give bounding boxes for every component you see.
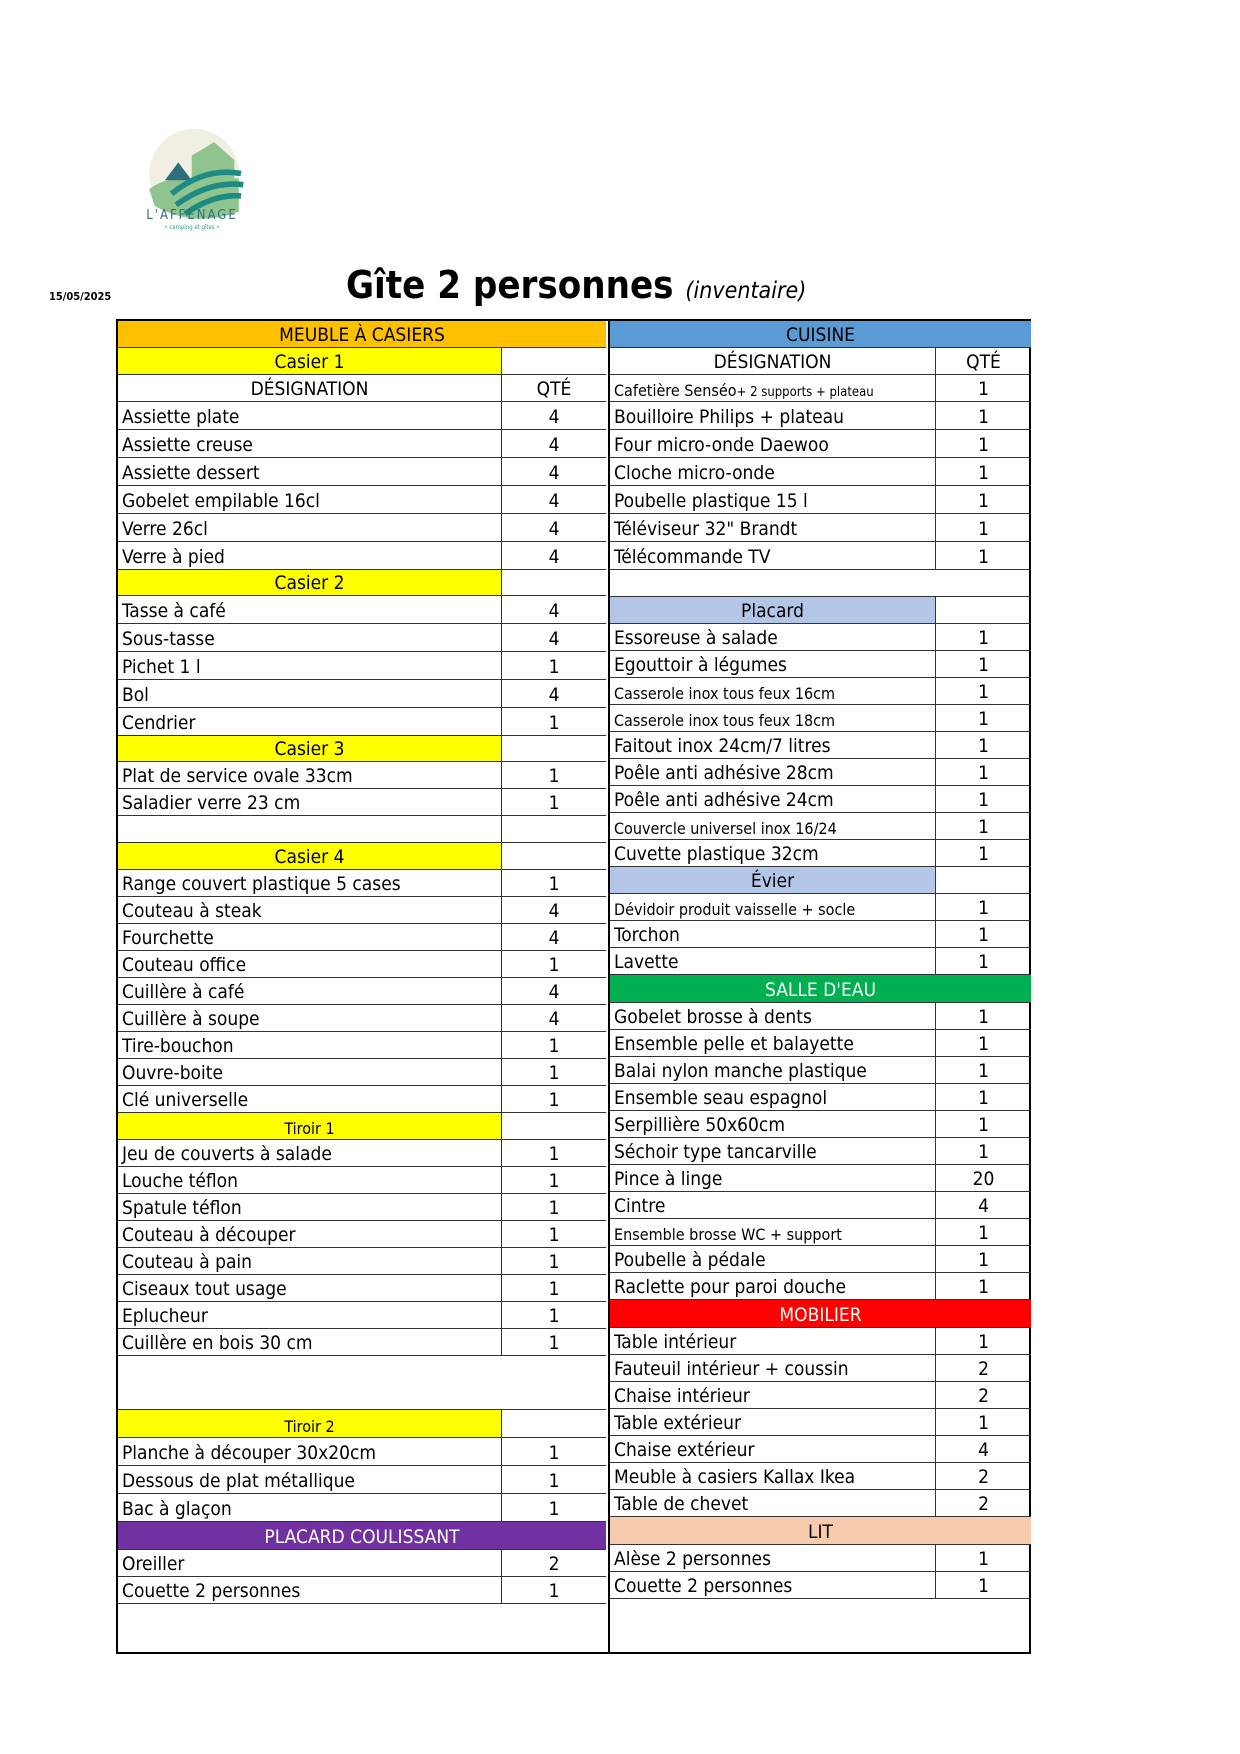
table-row: [610, 1572, 1031, 1599]
item-name: Torchon: [610, 921, 936, 947]
inventory-table: [116, 319, 1031, 1654]
item-name: Spatule téflon: [118, 1194, 502, 1220]
item-qty: 1: [978, 462, 989, 484]
item-name: Couteau à pain: [118, 1248, 502, 1274]
sub-tiroir-1-label: Tiroir 1: [118, 1113, 502, 1139]
table-row: [610, 402, 1031, 430]
item-qty: 1: [548, 1251, 560, 1273]
table-row: [610, 570, 1031, 597]
table-row: [118, 897, 606, 924]
item-qty: 1: [978, 1114, 989, 1136]
page-title-sub: (inventaire): [685, 278, 807, 304]
item-name: Poubelle plastique 15 l: [610, 486, 936, 513]
col-header-qty: QTÉ: [966, 351, 1001, 373]
item-qty: 1: [978, 490, 989, 512]
table-row: [610, 840, 1031, 867]
item-qty: 1: [978, 816, 989, 838]
item-name: Ensemble seau espagnol: [610, 1084, 936, 1110]
item-name: Bol: [118, 680, 502, 707]
empty-cell: [118, 1356, 606, 1409]
item-name: Cuillère en bois 30 cm: [118, 1329, 502, 1355]
item-name: Couteau office: [118, 951, 502, 977]
sub-evier-label: Évier: [610, 867, 936, 893]
item-qty: 1: [548, 1305, 560, 1327]
table-row: [610, 542, 1031, 570]
item-qty: 2: [978, 1466, 989, 1488]
item-qty: 1: [978, 406, 989, 428]
table-row: [610, 759, 1031, 786]
table-row: [610, 1030, 1031, 1057]
table-row: [610, 1490, 1031, 1517]
item-qty: 4: [548, 434, 560, 456]
item-name: Pince à linge: [610, 1165, 936, 1191]
table-row: [610, 1192, 1031, 1219]
table-row: [610, 1463, 1031, 1490]
item-qty: 1: [978, 1222, 989, 1244]
qty-cell-empty: [936, 597, 1031, 623]
item-qty: 1: [548, 1197, 560, 1219]
item-qty: 4: [548, 406, 560, 428]
item-qty: 1: [978, 378, 989, 400]
sub-casier-1: [118, 348, 606, 375]
section-cuisine: [610, 321, 1031, 348]
item-name: Table de chevet: [610, 1490, 936, 1516]
item-name: Cuvette plastique 32cm: [610, 840, 936, 866]
table-row: [610, 1246, 1031, 1273]
item-name: Cuillère à café: [118, 978, 502, 1004]
table-row: [118, 762, 606, 789]
table-row: [118, 1438, 606, 1466]
item-name: Table intérieur: [610, 1328, 936, 1354]
item-name: Raclette pour paroi douche: [610, 1273, 936, 1299]
item-name: Four micro-onde Daewoo: [610, 430, 936, 457]
item-name: Lavette: [610, 948, 936, 974]
qty-cell-empty: [502, 1113, 606, 1139]
item-name: Egouttoir à légumes: [610, 651, 936, 677]
sub-tiroir-2-label: Tiroir 2: [118, 1410, 502, 1437]
item-name: Gobelet empilable 16cl: [118, 486, 502, 513]
item-name: Eplucheur: [118, 1302, 502, 1328]
table-row: [610, 514, 1031, 542]
item-name: Téléviseur 32" Brandt: [610, 514, 936, 541]
item-qty: 1: [978, 1033, 989, 1055]
item-name: Chaise intérieur: [610, 1382, 936, 1408]
table-row: [610, 486, 1031, 514]
item-name: Assiette plate: [118, 402, 502, 429]
item-name: Couteau à découper: [118, 1221, 502, 1247]
table-row: [118, 1167, 606, 1194]
item-qty: 1: [548, 1062, 560, 1084]
table-row: [118, 708, 606, 736]
table-row: [610, 624, 1031, 651]
table-row: [610, 1111, 1031, 1138]
table-row: [118, 1550, 606, 1577]
item-name: Cendrier: [118, 708, 502, 735]
item-qty: 1: [548, 712, 560, 734]
sub-casier-4: [118, 843, 606, 870]
item-name: Balai nylon manche plastique: [610, 1057, 936, 1083]
section-cuisine-label: CUISINE: [610, 321, 1031, 347]
item-qty: 1: [548, 1470, 560, 1492]
table-row: [118, 870, 606, 897]
table-row: [118, 624, 606, 652]
item-name: Gobelet brosse à dents: [610, 1003, 936, 1029]
table-row: [610, 1138, 1031, 1165]
item-name: Louche téflon: [118, 1167, 502, 1193]
item-qty: 1: [548, 1332, 560, 1354]
item-name: Couteau à steak: [118, 897, 502, 923]
table-row: [118, 1248, 606, 1275]
table-row: [118, 1302, 606, 1329]
item-name: Casserole inox tous feux 16cm: [610, 678, 936, 704]
item-qty: 4: [548, 518, 560, 540]
qty-cell-empty: [502, 1410, 606, 1437]
item-name: Saladier verre 23 cm: [118, 789, 502, 815]
section-lit-label: LIT: [610, 1517, 1031, 1544]
table-row: [610, 921, 1031, 948]
table-row: [118, 789, 606, 816]
item-qty: 1: [978, 1412, 989, 1434]
item-qty: 1: [548, 765, 560, 787]
item-name: Faitout inox 24cm/7 litres: [610, 732, 936, 758]
item-name: Planche à découper 30x20cm: [118, 1438, 502, 1465]
item-qty: 1: [548, 656, 560, 678]
item-qty: 1: [978, 1548, 989, 1570]
qty-cell-empty: [502, 843, 606, 869]
item-name: Couette 2 personnes: [118, 1577, 502, 1603]
table-row: [610, 458, 1031, 486]
item-qty: 1: [548, 1580, 560, 1602]
item-name: Fauteuil intérieur + coussin: [610, 1355, 936, 1381]
item-name-suffix: + 2 supports + plateau: [736, 385, 874, 400]
table-row: [118, 951, 606, 978]
item-name: Ciseaux tout usage: [118, 1275, 502, 1301]
item-qty: 1: [548, 1170, 560, 1192]
item-qty: 1: [548, 1442, 560, 1464]
table-row: [610, 375, 1031, 402]
item-qty: 1: [978, 843, 989, 865]
item-name: Séchoir type tancarville: [610, 1138, 936, 1164]
item-qty: 1: [978, 789, 989, 811]
document-date: 15/05/2025: [49, 290, 112, 303]
item-name: Bouilloire Philips + plateau: [610, 402, 936, 429]
qty-cell-empty: [502, 736, 606, 761]
item-name: Ensemble brosse WC + support: [610, 1219, 936, 1245]
item-name: Poubelle à pédale: [610, 1246, 936, 1272]
item-qty: 1: [548, 1035, 560, 1057]
sub-tiroir-1: [118, 1113, 606, 1140]
table-row: [118, 596, 606, 624]
item-qty: 4: [548, 600, 560, 622]
empty-cell: [502, 816, 606, 842]
item-qty: 1: [978, 1087, 989, 1109]
sub-tiroir-2: [118, 1410, 606, 1438]
table-row: [118, 1032, 606, 1059]
item-name: Pichet 1 l: [118, 652, 502, 679]
item-name: Tasse à café: [118, 596, 502, 623]
logo-tagline: • camping et gîtes •: [164, 224, 220, 231]
item-name: Cafetière Senséo + 2 supports + plateau: [610, 375, 936, 401]
item-qty: 1: [978, 518, 989, 540]
item-qty: 2: [978, 1385, 989, 1407]
table-row: [610, 813, 1031, 840]
item-qty: 2: [978, 1493, 989, 1515]
item-qty: 1: [548, 792, 560, 814]
section-placard-coulissant-label: PLACARD COULISSANT: [118, 1522, 606, 1549]
table-row: [610, 1003, 1031, 1030]
table-row: [118, 514, 606, 542]
section-meuble-a-casiers: [118, 321, 606, 348]
item-name: Essoreuse à salade: [610, 624, 936, 650]
qty-cell-empty: [936, 867, 1031, 893]
item-qty: 1: [548, 1498, 560, 1520]
table-row: [118, 1466, 606, 1494]
table-row: [610, 348, 1031, 375]
empty-cell: [118, 816, 502, 842]
sub-casier-3-label: Casier 3: [118, 736, 502, 761]
table-row: [118, 402, 606, 430]
table-row: [610, 1219, 1031, 1246]
item-qty: 1: [978, 1249, 989, 1271]
table-row: [118, 1577, 606, 1604]
table-row: [610, 732, 1031, 759]
item-qty: 20: [972, 1168, 995, 1190]
table-row: [610, 894, 1031, 921]
table-row: [118, 375, 606, 402]
table-row: [118, 1086, 606, 1113]
item-qty: 4: [548, 1008, 560, 1030]
item-qty: 4: [548, 628, 560, 650]
item-qty: 4: [548, 462, 560, 484]
sub-casier-3: [118, 736, 606, 762]
sub-casier-1-label: Casier 1: [118, 348, 502, 374]
table-row: [610, 430, 1031, 458]
table-row: [118, 458, 606, 486]
item-name: Plat de service ovale 33cm: [118, 762, 502, 788]
item-name: Fourchette: [118, 924, 502, 950]
item-qty: 1: [978, 1060, 989, 1082]
item-qty: 1: [978, 951, 989, 973]
item-name: Chaise extérieur: [610, 1436, 936, 1462]
table-row: [610, 651, 1031, 678]
table-row: [610, 705, 1031, 732]
item-name: Meuble à casiers Kallax Ikea: [610, 1463, 936, 1489]
item-qty: 1: [978, 1276, 989, 1298]
table-row: [610, 1545, 1031, 1572]
item-qty: 4: [548, 546, 560, 568]
item-qty: 4: [548, 927, 560, 949]
item-name: Serpillière 50x60cm: [610, 1111, 936, 1137]
item-qty: 1: [978, 924, 989, 946]
item-qty: 1: [978, 735, 989, 757]
item-qty: 1: [978, 627, 989, 649]
table-row: [118, 1059, 606, 1086]
table-row: [610, 1382, 1031, 1409]
table-row: [118, 1005, 606, 1032]
item-name: Clé universelle: [118, 1086, 502, 1112]
item-name: Jeu de couverts à salade: [118, 1140, 502, 1166]
table-row: [118, 924, 606, 951]
section-mobilier: [610, 1300, 1031, 1328]
section-lit: [610, 1517, 1031, 1545]
section-salle-deau-label: SALLE D'EAU: [610, 975, 1031, 1002]
table-row: [610, 1165, 1031, 1192]
col-header-designation: DÉSIGNATION: [118, 375, 502, 401]
table-row: [610, 1057, 1031, 1084]
page-title-main: Gîte 2 personnes: [346, 263, 674, 307]
item-qty: 1: [978, 708, 989, 730]
table-row: [118, 1494, 606, 1522]
item-qty: 4: [548, 900, 560, 922]
item-qty: 4: [548, 490, 560, 512]
item-name: Table extérieur: [610, 1409, 936, 1435]
item-name: Verre 26cl: [118, 514, 502, 541]
item-name: Poêle anti adhésive 24cm: [610, 786, 936, 812]
item-name: Dessous de plat métallique: [118, 1466, 502, 1493]
item-qty: 4: [548, 684, 560, 706]
item-name: Cuillère à soupe: [118, 1005, 502, 1031]
item-qty: 1: [978, 546, 989, 568]
item-qty: 1: [978, 762, 989, 784]
item-qty: 1: [978, 1575, 989, 1597]
item-qty: 1: [978, 1141, 989, 1163]
col-header-qty: QTÉ: [536, 378, 572, 400]
right-column: [608, 321, 1031, 1652]
table-row: [610, 1328, 1031, 1355]
item-name: Couvercle universel inox 16/24: [610, 813, 936, 839]
table-row: [118, 430, 606, 458]
qty-cell-empty: [502, 570, 606, 595]
table-row: [610, 1436, 1031, 1463]
item-qty: 4: [978, 1195, 989, 1217]
item-name: Range couvert plastique 5 cases: [118, 870, 502, 896]
item-name: Assiette dessert: [118, 458, 502, 485]
item-qty: 1: [978, 654, 989, 676]
item-name: Verre à pied: [118, 542, 502, 569]
item-qty: 1: [978, 897, 989, 919]
item-name: Oreiller: [118, 1550, 502, 1576]
qty-cell-empty: [502, 348, 606, 374]
item-qty: 2: [978, 1358, 989, 1380]
item-qty: 1: [978, 1331, 989, 1353]
item-name: Sous-tasse: [118, 624, 502, 651]
section-meuble-a-casiers-label: MEUBLE À CASIERS: [118, 321, 606, 347]
table-row: [118, 1140, 606, 1167]
table-row: [118, 978, 606, 1005]
table-row: [118, 1329, 606, 1356]
table-row: [610, 1084, 1031, 1111]
table-row: [118, 1356, 606, 1410]
table-row: [118, 652, 606, 680]
col-header-designation: DÉSIGNATION: [610, 348, 936, 374]
section-mobilier-label: MOBILIER: [610, 1300, 1031, 1327]
item-name: Bac à glaçon: [118, 1494, 502, 1521]
item-name: Tire-bouchon: [118, 1032, 502, 1058]
item-name: Alèse 2 personnes: [610, 1545, 936, 1571]
item-qty: 1: [548, 1143, 560, 1165]
table-row: [118, 486, 606, 514]
item-name: Cintre: [610, 1192, 936, 1218]
item-qty: 1: [548, 1278, 560, 1300]
item-name: Ouvre-boite: [118, 1059, 502, 1085]
table-row: [118, 542, 606, 570]
table-row: [610, 948, 1031, 975]
item-qty: 1: [548, 1089, 560, 1111]
sub-placard: [610, 597, 1031, 624]
logo-name: L'AFFENAGE: [146, 208, 238, 223]
item-name: Casserole inox tous feux 18cm: [610, 705, 936, 731]
item-name: Couette 2 personnes: [610, 1572, 936, 1598]
item-name: Poêle anti adhésive 28cm: [610, 759, 936, 785]
item-name: Assiette creuse: [118, 430, 502, 457]
item-qty: 1: [978, 681, 989, 703]
item-qty: 1: [978, 434, 989, 456]
sub-casier-4-label: Casier 4: [118, 843, 502, 869]
table-row: [610, 1273, 1031, 1300]
table-row: [118, 1221, 606, 1248]
item-qty: 1: [548, 873, 560, 895]
item-qty: 1: [978, 1006, 989, 1028]
table-row: [118, 1194, 606, 1221]
item-name: Dévidoir produit vaisselle + socle: [610, 894, 936, 920]
item-qty: 2: [548, 1553, 560, 1575]
table-row: [118, 816, 606, 843]
table-row: [118, 680, 606, 708]
item-qty: 1: [548, 1224, 560, 1246]
item-name: Cloche micro-onde: [610, 458, 936, 485]
sub-evier: [610, 867, 1031, 894]
sub-placard-label: Placard: [610, 597, 936, 623]
table-row: [610, 786, 1031, 813]
item-qty: 4: [548, 981, 560, 1003]
item-name: Télécommande TV: [610, 542, 936, 569]
item-qty: 1: [548, 954, 560, 976]
sub-casier-2-label: Casier 2: [118, 570, 502, 595]
item-name: Ensemble pelle et balayette: [610, 1030, 936, 1056]
table-row: [610, 678, 1031, 705]
page-title: [346, 263, 806, 307]
sub-casier-2: [118, 570, 606, 596]
section-placard-coulissant: [118, 1522, 606, 1550]
item-qty: 4: [978, 1439, 989, 1461]
table-row: [610, 1409, 1031, 1436]
table-row: [610, 1355, 1031, 1382]
table-row: [118, 1275, 606, 1302]
empty-cell: [610, 570, 1031, 596]
section-salle-deau: [610, 975, 1031, 1003]
